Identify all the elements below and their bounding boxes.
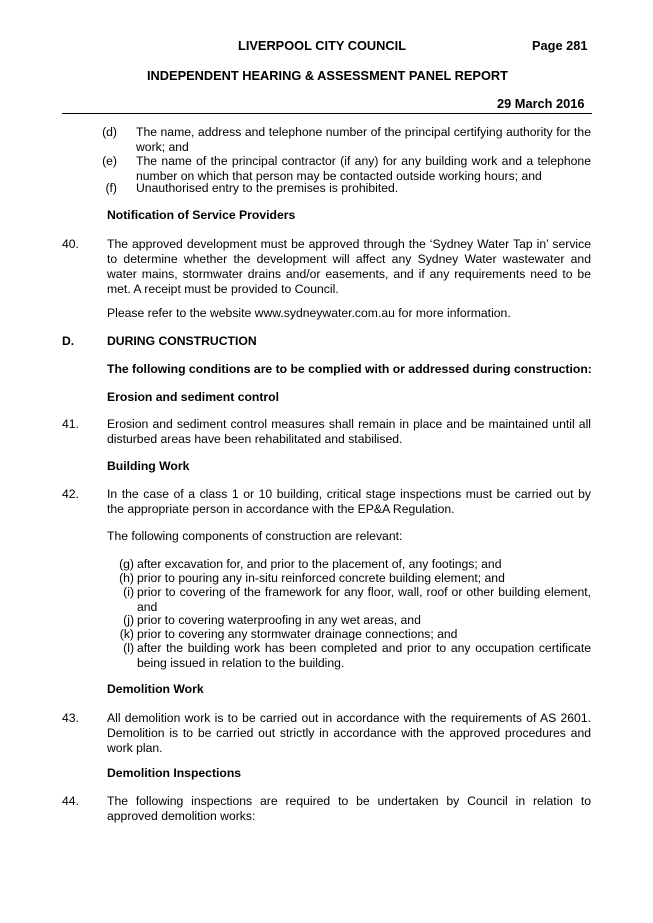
section-intro: The following conditions are to be complied with or addressed during construction:	[107, 362, 592, 376]
erosion-heading: Erosion and sediment control	[107, 390, 279, 404]
notification-heading: Notification of Service Providers	[107, 208, 296, 222]
condition-number: 42.	[62, 487, 79, 501]
list-item-label: (h)	[119, 571, 134, 585]
header-rule	[62, 113, 592, 114]
section-letter: D.	[62, 334, 75, 348]
report-date: 29 March 2016	[497, 96, 585, 111]
list-item-label: (i)	[123, 585, 134, 599]
list-item-label: (k)	[119, 627, 134, 641]
list-item-text: The name of the principal contractor (if any) for any building work and a telephone number on which that person may be contacted outside working hours; and	[136, 154, 591, 183]
list-item-label: (e)	[102, 154, 117, 168]
list-item-text: prior to covering waterproofing in any wet areas, and	[137, 613, 421, 627]
page-number: Page 281	[532, 38, 588, 53]
council-name: LIVERPOOL CITY COUNCIL	[238, 38, 407, 53]
condition-number: 43.	[62, 711, 79, 725]
list-item-label: (f)	[105, 181, 117, 195]
list-item-text: prior to pouring any in-situ reinforced concrete building element; and	[137, 571, 505, 585]
condition-number: 41.	[62, 417, 79, 431]
list-item-label: (g)	[119, 557, 134, 571]
condition-text: All demolition work is to be carried out in accordance with the requirements of AS 2601. Demolition is to be carried out strictly in accordance with the approved procedures and work plan.	[107, 711, 591, 755]
building-heading: Building Work	[107, 459, 190, 473]
inspections-heading: Demolition Inspections	[107, 766, 242, 780]
components-text: The following components of construction are relevant:	[107, 529, 403, 543]
condition-text: In the case of a class 1 or 10 building, critical stage inspections must be carried out by the appropriate person in accordance with the EP&A Regulation.	[107, 487, 591, 516]
condition-text: The approved development must be approved through the ‘Sydney Water Tap in’ service to determine whether the development will affect any Sydney Water wastewater and water mains, stormwater drains and/or easements, and if any requirements need to be met. A receipt must be provided to Council.	[107, 237, 591, 296]
report-title: INDEPENDENT HEARING & ASSESSMENT PANEL REPORT	[147, 68, 508, 83]
list-item-label: (d)	[102, 125, 117, 139]
refer-text: Please refer to the website www.sydneywater.com.au for more information.	[107, 306, 511, 320]
list-item-text: prior to covering of the framework for any floor, wall, roof or other building element, and	[137, 585, 591, 614]
condition-number: 40.	[62, 237, 79, 251]
list-item-text: The name, address and telephone number of the principal certifying authority for the work; and	[136, 125, 591, 154]
condition-text: The following inspections are required to be undertaken by Council in relation to approved demolition works:	[107, 794, 591, 823]
condition-number: 44.	[62, 794, 79, 808]
list-item-text: Unauthorised entry to the premises is prohibited.	[136, 181, 399, 195]
list-item-label: (j)	[123, 613, 134, 627]
demolition-heading: Demolition Work	[107, 682, 204, 696]
list-item-label: (l)	[123, 641, 134, 655]
condition-text: Erosion and sediment control measures shall remain in place and be maintained until all disturbed areas have been rehabilitated and stabilised.	[107, 417, 591, 446]
list-item-text: after excavation for, and prior to the placement of, any footings; and	[137, 557, 502, 571]
list-item-text: prior to covering any stormwater drainage connections; and	[137, 627, 458, 641]
list-item-text: after the building work has been completed and prior to any occupation certificate being issued in relation to the building.	[137, 641, 591, 670]
section-title: DURING CONSTRUCTION	[107, 334, 257, 348]
